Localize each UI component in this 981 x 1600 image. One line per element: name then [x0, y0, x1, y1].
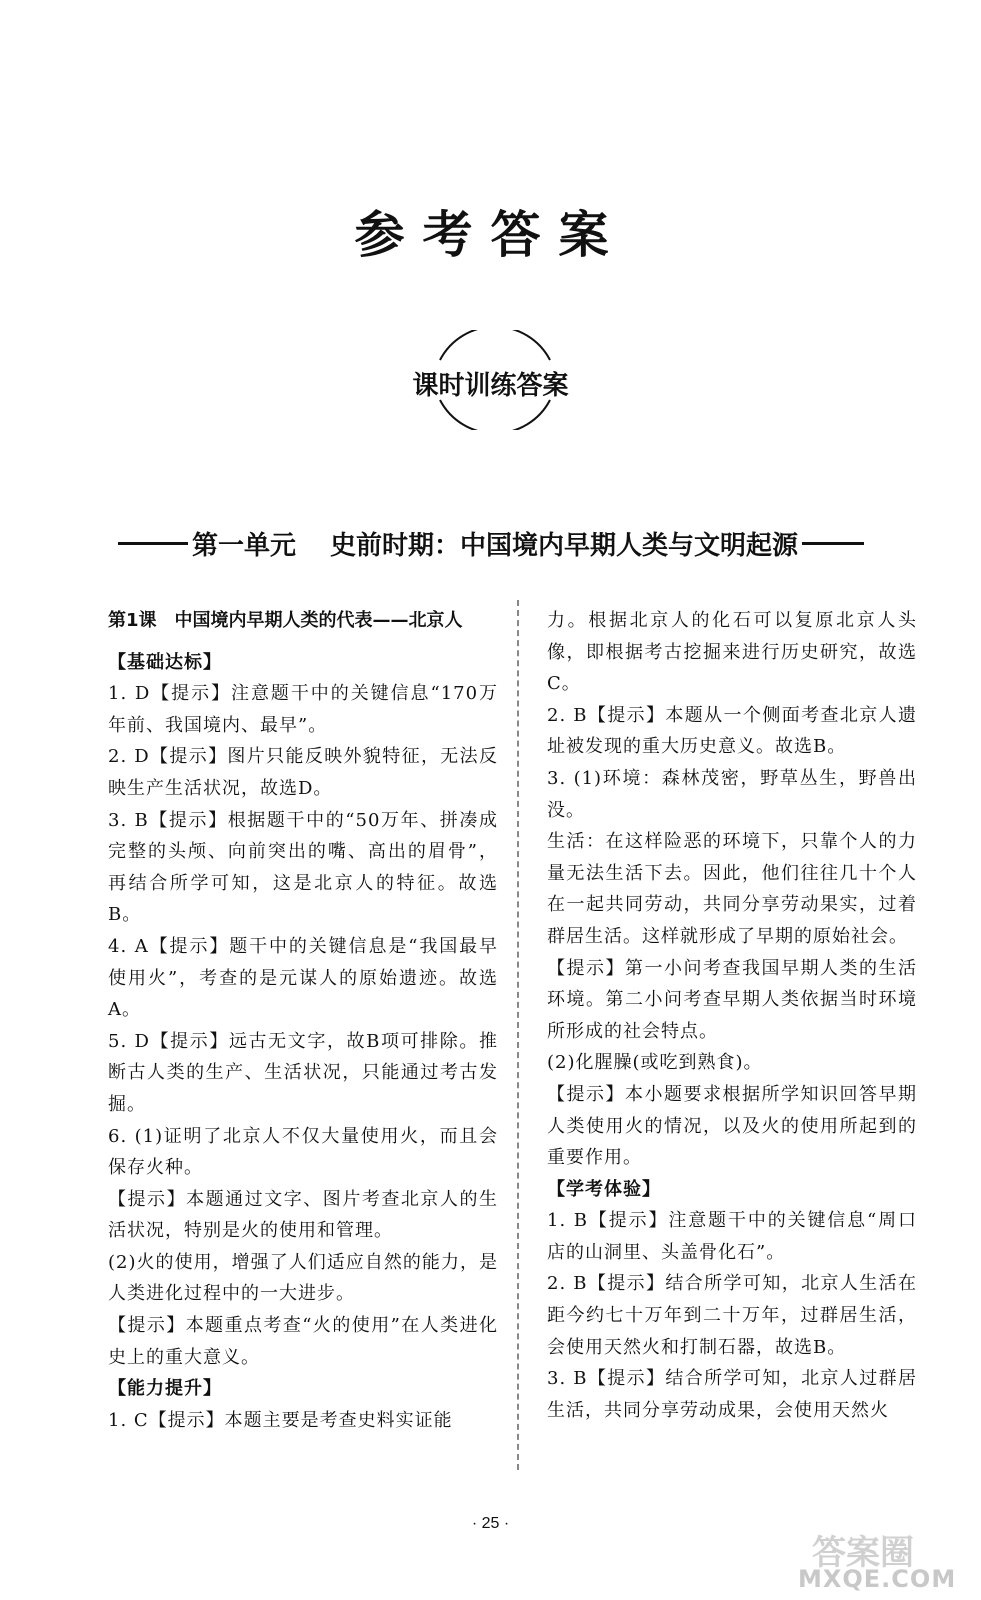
answer-item: 生活：在这样险恶的环境下，只靠个人的力量无法生活下去。因此，他们往往几十个人在一起共同劳动，共同分享劳动果实，过着群居生活。这样就形成了早期的原始社会。: [547, 831, 917, 947]
dash-left: [118, 542, 188, 545]
watermark: [790, 1525, 970, 1595]
hint-item: 【提示】本题通过文字、图片考查北京人的生活状况，特别是火的使用和管理。: [108, 1188, 498, 1242]
left-column: [108, 605, 498, 1436]
watermark-brand: 答案圈: [812, 1533, 914, 1573]
subhead-basic: 【基础达标】: [108, 651, 222, 673]
answer-item: (2)火的使用，增强了人们适应自然的能力，是人类进化过程中的一大进步。: [108, 1251, 498, 1305]
section-title: 课时训练答案: [412, 371, 569, 401]
column-divider: [517, 600, 519, 1470]
answer-item: 力。根据北京人的化石可以复原北京人头像，即根据考古挖掘来进行历史研究，故选C。: [547, 610, 917, 695]
answer-item: 4. A【提示】题干中的关键信息是“我国最早使用火”，考查的是元谋人的原始遗迹。故选A。: [108, 935, 498, 1021]
answer-item: 2. B【提示】本题从一个侧面考查北京人遗址被发现的重大历史意义。故选B。: [547, 704, 917, 758]
answer-item: 2. B【提示】结合所学可知，北京人生活在距今约七十万年到二十万年，过群居生活，会使用天然火和打制石器，故选B。: [547, 1273, 917, 1358]
dash-right: [802, 542, 864, 545]
page-title: 参考答案: [354, 205, 627, 264]
lesson-title: 第1课 中国境内早期人类的代表——北京人: [108, 610, 463, 631]
answer-item: 3. B【提示】根据题干中的“50万年、拼凑成完整的头颅、向前突出的嘴、高出的眉骨”，再结合所学可知，这是北京人的特征。故选B。: [108, 809, 498, 926]
right-column: [547, 605, 917, 1426]
unit-name: 第一单元: [192, 531, 297, 561]
answer-item: 1. D【提示】注意题干中的关键信息“170万年前、我国境内、最早”。: [108, 683, 498, 736]
unit-title: 史前时期：中国境内早期人类与文明起源: [330, 531, 799, 561]
answer-item: 5. D【提示】远古无文字，故B项可排除。推断古人类的生产、生活状况，只能通过考古发掘。: [108, 1030, 498, 1115]
answer-item: 2. D【提示】图片只能反映外貌特征，无法反映生产生活状况，故选D。: [108, 746, 498, 799]
page-number: · 25 ·: [471, 1515, 510, 1532]
answer-item: 1. C【提示】本题主要是考查史料实证能: [108, 1409, 453, 1431]
subhead-ability: 【能力提升】: [108, 1378, 222, 1400]
subhead-exam: 【学考体验】: [547, 1178, 661, 1200]
answer-item: 3. B【提示】结合所学可知，北京人过群居生活，共同分享劳动成果，会使用天然火: [547, 1368, 917, 1421]
unit-heading: [118, 525, 908, 562]
answer-item: 6. (1)证明了北京人不仅大量使用火，而且会保存火种。: [108, 1125, 498, 1179]
hint-item: 【提示】第一小问考查我国早期人类的生活环境。第二小问考查早期人类依据当时环境所形成的社会特点。: [547, 957, 917, 1042]
answer-item: 1. B【提示】注意题干中的关键信息“周口店的山洞里、头盖骨化石”。: [547, 1210, 917, 1263]
answer-item: (2)化腥臊(或吃到熟食)。: [547, 1052, 763, 1074]
hint-item: 【提示】本小题要求根据所学知识回答早期人类使用火的情况，以及火的使用所起到的重要作用。: [547, 1083, 917, 1169]
answer-item: 3. (1)环境：森林茂密，野草丛生，野兽出没。: [547, 767, 917, 821]
watermark-url: MXQE.COM: [798, 1565, 957, 1593]
hint-item: 【提示】本题重点考查“火的使用”在人类进化史上的重大意义。: [108, 1315, 498, 1368]
